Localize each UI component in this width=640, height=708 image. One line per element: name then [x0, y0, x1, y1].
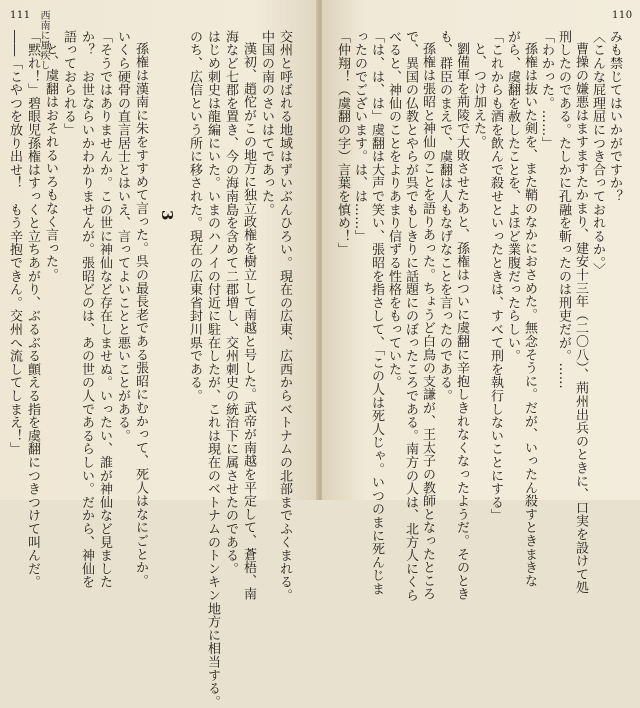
text-column: みも禁じてはいかがですか？ [607, 30, 622, 203]
text-column: いくら硬骨の直言居士とはいえ、言ってよいことと悪いことがある。 [115, 30, 130, 443]
text-column: 「わかった。……」 [539, 30, 554, 150]
text-column: ――「こやつを放り出せ！ もう辛抱できん。交州へ流してしまえ！」 [7, 30, 22, 456]
text-column: で、異国の仏教とやらが呉でもしきりに話題にのぼったころである。南方の人は、北方人にくら [403, 30, 418, 602]
text-column: 海など七郡を置き、今の海南島を含めて二郡増し、交州刺史の統治下に属させたのである。 [223, 30, 238, 576]
text-column: 「黙れ！」碧眼児孫権はすっくと立ちあがり、ぶるぶる顫える指を虞翻につきつけて叫んだ。 [25, 30, 40, 589]
text-column: がら、虞翻を赦したことを、よほど業腹だったらしい。 [505, 30, 520, 363]
text-column: も、群臣のまえで、虞翻は人もなげなことを言ったのである。 [437, 30, 452, 403]
text-column: 孫権は漢南に朱をすすめて言った。呉の最長老である張昭にむかって、死人はなにごとか。 [133, 42, 148, 588]
text-column: のち、広信という所に移された。現在の広東省封川県である。 [187, 30, 202, 403]
chapter-number: 3 [158, 210, 176, 221]
text-column: 曹操の嫌悪はますますたかまり、建安十三年（二〇八）、荊州出兵のときに、口実を設けて処 [573, 42, 588, 595]
text-column: はじめ刺史は龍編にいた。いまのハノイの付近に駐在したが、これは現在のベトナムのトンキン地方に相当する。 [205, 30, 220, 708]
text-column: ったのでございます。は、は……」 [352, 30, 367, 243]
text-column: 「そうではありませんか。この世に神仙など存在しませぬ。いったい、誰が神仙など見ました [97, 30, 112, 589]
text-column: 漢初、趙佗がこの地方に独立政権を樹立して南越と号した。武帝が南越を平定して、蒼梧、南 [241, 42, 256, 601]
text-column: 〈こんな屁理屈につき合っておれるか。〉 [590, 30, 605, 277]
text-column: 中国の南のさいはてであった。 [259, 30, 274, 217]
text-column: 語っておられる」 [61, 30, 76, 137]
text-column: と、虞翻はおそれるいろもなく言った。 [43, 42, 58, 282]
text-column: 「仲翔！（虞翻の字）言葉を慎め！」 [335, 30, 350, 257]
text-column: 「は、は、は」虞翻は大声で笑い、張昭を指さして、「この人は死人じゃ。いつのまに死んじま [369, 30, 384, 596]
right-page [322, 0, 640, 602]
text-column: 交州と呼ばれる地域はずいぶんひろい。現在の広東、広西からベトナムの北部までふくまれる。 [277, 30, 292, 602]
text-column: と、つけ加えた。 [471, 42, 486, 149]
left-page-number: 111 [10, 10, 31, 21]
text-column: 孫権は抜いた剣を、また鞘のなかにおさめた。無念そうに。だが、いったん殺すときまきな [522, 42, 537, 588]
text-column: 「これからも酒を飲んで殺せといったときは、すべて刑を執行しないことにする」 [488, 30, 503, 523]
text-column: 孫権は張昭と神仙のことを語りあった。ちょうど白鳥の支謙が、王太子の教師となったところ [420, 42, 435, 601]
left-page [0, 0, 318, 708]
right-page-number: 110 [612, 10, 633, 21]
text-column: か？ お世ならいかわかりませんが。張昭どのは、あの世の人であるらしい。だから、神仙を [79, 30, 94, 589]
text-column: 刑したのである。たしかに孔融を斬ったのは刑吏だが。…… [556, 30, 571, 390]
running-header: 西南に風疾し [38, 10, 49, 70]
text-column: べると、神仙のことをよりあまり信ずる性格をもっていた。 [386, 30, 401, 390]
text-column: 劉備軍を荊陵で大敗させたあと、孫権はついに虞翻に辛抱しきれなくなったようだ。そのとき [454, 42, 469, 601]
